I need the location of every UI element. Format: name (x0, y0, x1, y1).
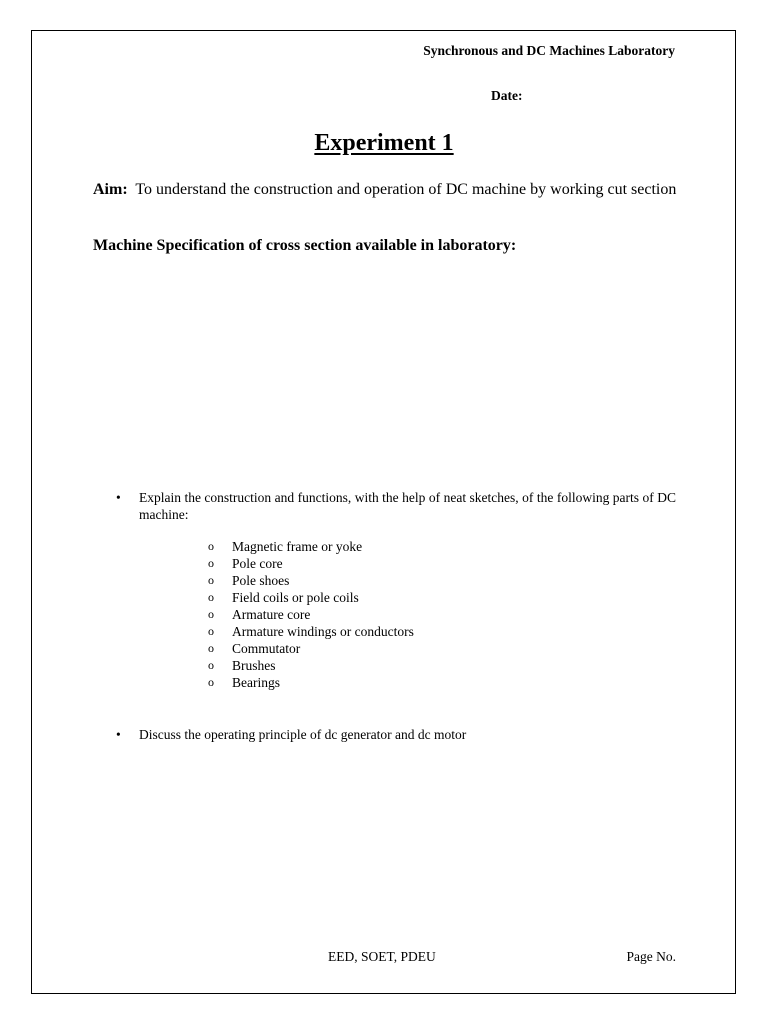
list-item (208, 640, 414, 657)
bullet-icon: • (116, 490, 121, 505)
list-item (208, 623, 414, 640)
task-item-operating-principle (116, 726, 676, 743)
task-text: Discuss the operating principle of dc generator and dc motor (139, 727, 467, 742)
part-label: Field coils or pole coils (232, 590, 359, 605)
spec-heading: Machine Specification of cross section available in laboratory: (93, 237, 517, 254)
aim-label: Aim: (93, 181, 128, 198)
circle-bullet-icon: o (208, 624, 214, 638)
list-item (208, 674, 414, 691)
lab-title: Synchronous and DC Machines Laboratory (423, 43, 675, 58)
part-label: Pole core (232, 556, 283, 571)
list-item (208, 555, 414, 572)
part-label: Magnetic frame or yoke (232, 539, 363, 554)
circle-bullet-icon: o (208, 573, 214, 587)
part-label: Armature windings or conductors (232, 624, 414, 639)
circle-bullet-icon: o (208, 556, 214, 570)
part-label: Pole shoes (232, 573, 290, 588)
task-item-construction (116, 489, 676, 523)
list-item (208, 589, 414, 606)
footer-department: EED, SOET, PDEU (328, 949, 436, 964)
part-label: Armature core (232, 607, 311, 622)
part-label: Bearings (232, 675, 280, 690)
aim-text: To understand the construction and operation of DC machine by working cut section (135, 181, 677, 198)
circle-bullet-icon: o (208, 607, 214, 621)
list-item (208, 606, 414, 623)
footer-page-number: Page No. (626, 949, 676, 964)
part-label: Commutator (232, 641, 301, 656)
experiment-title: Experiment 1 (314, 130, 454, 156)
circle-bullet-icon: o (208, 539, 214, 553)
circle-bullet-icon: o (208, 590, 214, 604)
parts-list (208, 538, 414, 691)
circle-bullet-icon: o (208, 641, 214, 655)
circle-bullet-icon: o (208, 675, 214, 689)
list-item (208, 538, 414, 555)
list-item (208, 657, 414, 674)
part-label: Brushes (232, 658, 276, 673)
bullet-icon: • (116, 727, 121, 742)
task-text: Explain the construction and functions, with the help of neat sketches, of the following parts of DC machine: (139, 490, 676, 522)
circle-bullet-icon: o (208, 658, 214, 672)
list-item (208, 572, 414, 589)
aim-paragraph (93, 180, 678, 199)
date-label: Date: (491, 88, 523, 103)
